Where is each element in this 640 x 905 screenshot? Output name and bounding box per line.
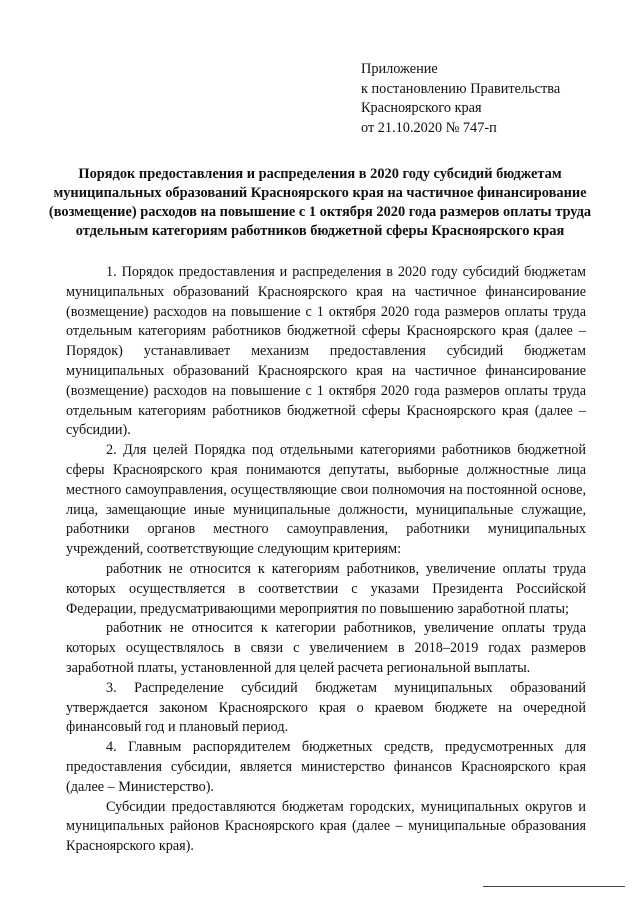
paragraph-2: 2. Для целей Порядка под отдельными категориями работников бюджетной сферы Красноярского края понимаются депутаты, выборные должностные лица местного самоуправления, осуществляющие свои полномочия на постоянной основе, лица, замещающие иные муниципальные должности, муниципальные служащие, работники органов местного самоуправления, работники муниципальных учреждений, соответствующие следующим критериям: bbox=[66, 442, 586, 558]
appendix-line-2: к постановлению Правительства bbox=[361, 80, 561, 97]
paragraph-criterion-2: работник не относится к категории работников, увеличение оплаты труда которых осуществлялось в связи с увеличением в 2018–2019 годах размеров заработной платы, установленной для целей расчета региональной выплаты. bbox=[66, 620, 586, 676]
paragraph-1: 1. Порядок предоставления и распределения в 2020 году субсидий бюджетам муниципальных образований Красноярского края на частичное финансирование (возмещение) расходов на повышение с 1 октября 2020 года размеров оплаты труда отдельным категориям работников бюджетной сферы Красноярского края (далее – Порядок) устанавливает механизм предоставления субсидий бюджетам муниципальных образований Красноярского края на частичное финансирование (возмещение) расходов на повышение с 1 октября 2020 года размеров оплаты труда отдельным категориям работников бюджетной сферы Красноярского края (далее – субсидии). bbox=[66, 264, 586, 439]
paragraph-4: 4. Главным распорядителем бюджетных средств, предусмотренных для предоставления субсидии, является министерство финансов Красноярского края (далее – Министерство). bbox=[66, 739, 586, 795]
appendix-line-1: Приложение bbox=[361, 61, 438, 77]
document-body bbox=[66, 263, 586, 857]
paragraph-criterion-1: работник не относится к категориям работников, увеличение оплаты труда которых осуществляется в соответствии с указами Президента Российской Федерации, предусматривающими мероприятия по повышению заработной платы; bbox=[66, 560, 586, 617]
appendix-block bbox=[361, 60, 601, 138]
paragraph-5: Субсидии предоставляются бюджетам городских, муниципальных округов и муниципальных районов Красноярского края (далее – муниципальные образования Красноярского края). bbox=[66, 798, 586, 855]
document-title: Порядок предоставления и распределения в 2020 году субсидий бюджетам муниципальных образований Красноярского края на частичное финансирование (возмещение) расходов на повышение с 1 октября 2020 года размеров оплаты труда отдельным категориям работников бюджетной сферы Красноярского края bbox=[48, 166, 592, 239]
appendix-line-4: от 21.10.2020 № 747-п bbox=[361, 119, 497, 136]
paragraph-3: 3. Распределение субсидий бюджетам муниципальных образований утверждается законом Красноярского края о краевом бюджете на очередной финансовый год и плановый период. bbox=[66, 679, 586, 736]
appendix-line-3: Красноярского края bbox=[361, 100, 482, 116]
footer-divider bbox=[483, 886, 625, 887]
